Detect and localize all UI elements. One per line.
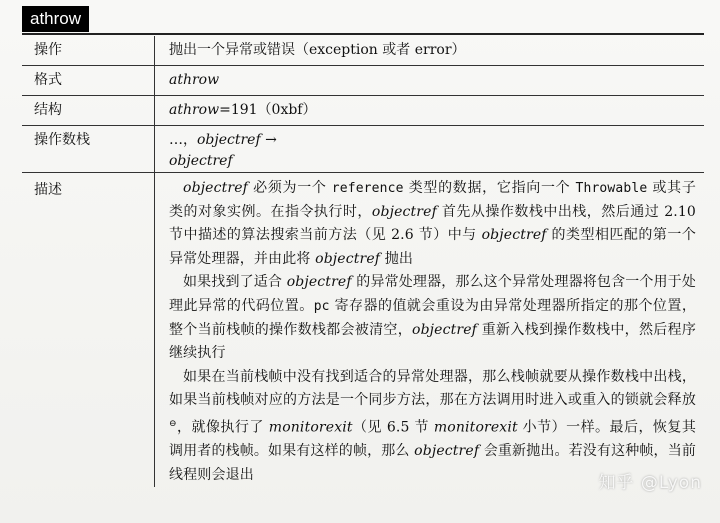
p1-segment: objectref	[315, 250, 381, 267]
p3-segment: 小节）一样。最后，恢复其调用者的栈帧。如果有这样的帧，那么	[169, 419, 697, 460]
value-structure	[155, 96, 705, 126]
watermark-text: 知乎 @Lyon	[598, 473, 702, 493]
stack-after: objectref	[169, 153, 233, 169]
label-operation: 操作	[22, 36, 155, 66]
p2-segment: 重新入栈到操作数栈中，然后程序继续执行	[169, 321, 696, 362]
table-row-operation	[22, 36, 704, 66]
p2-segment: 的异常处理器，那么这个异常处理器将包含一个用于处理此异常的代码位置。	[169, 274, 696, 314]
p3-segment: ⊖	[169, 418, 177, 429]
p1-segment: objectref	[183, 180, 248, 196]
p3-segment: monitorexit	[268, 419, 353, 436]
p2-segment: objectref	[286, 274, 352, 291]
structure-name: athrow	[169, 102, 220, 118]
table-row-operand-stack	[22, 126, 704, 173]
p1-segment: 或其子类的对象实例。在指令执行时，	[169, 180, 696, 220]
p1-segment: 抛出	[380, 250, 414, 267]
value-format: athrow	[155, 66, 705, 96]
stack-objectref: objectref	[197, 132, 261, 148]
p3-segment: （见 6.5 节	[352, 419, 434, 436]
table-row-format	[22, 66, 704, 96]
label-operand-stack: 操作数栈	[22, 126, 155, 173]
value-description	[155, 173, 705, 488]
instruction-spec-table	[22, 36, 704, 487]
label-structure: 结构	[22, 96, 155, 126]
structure-opcode: =191（0xbf）	[219, 102, 317, 118]
p1-segment: objectref	[371, 203, 437, 220]
p1-segment: 首先从操作数栈中出栈，然后通过 2.10 节中描述的算法搜索当前方法（见 2.6 节）中与	[169, 203, 696, 244]
p3-segment: monitorexit	[433, 419, 518, 436]
stack-arrow: →	[260, 132, 277, 148]
stack-ellipsis: …，	[169, 132, 197, 148]
p1-segment: reference	[331, 181, 404, 196]
label-format: 格式	[22, 66, 155, 96]
p3-segment: ，就像执行了	[176, 419, 269, 436]
p3-segment: 如果在当前栈帧中没有找到适合的异常处理器，那么栈帧就要从操作数栈中出栈，如果当前栈帧对应的方法是一个同步方法，那在方法调用时进入或重入的锁就会释放	[169, 368, 696, 409]
p1-segment: 必须为一个	[248, 180, 332, 196]
p1-segment: 的类型相匹配的第一个异常处理器，并由此将	[169, 227, 696, 267]
p2-segment: 如果找到了适合	[183, 274, 287, 291]
value-operand-stack	[155, 126, 705, 173]
label-description: 描述	[22, 173, 155, 488]
value-operation: 抛出一个异常或错误（exception 或者 error）	[169, 42, 466, 58]
table-row-structure	[22, 96, 704, 126]
description-paragraph-2	[169, 271, 696, 365]
p2-segment: objectref	[411, 321, 477, 338]
p2-segment: pc	[313, 298, 330, 314]
p3-segment: 会重新抛出。若没有这种帧，当前线程则会退出	[169, 443, 697, 483]
stack-before	[169, 126, 696, 151]
description-paragraph-1	[169, 177, 696, 271]
p1-segment: objectref	[481, 227, 547, 244]
p2-segment: 寄存器的值就会重设为由异常处理器所指定的那个位置，整个当前栈帧的操作数栈都会被清空，	[169, 297, 697, 338]
p1-segment: Throwable	[575, 181, 648, 196]
table-row-description	[22, 173, 704, 488]
p1-segment: 类型的数据，它指向一个	[403, 180, 576, 196]
p3-segment: objectref	[414, 443, 480, 460]
top-rule	[22, 33, 704, 35]
instruction-title: athrow	[22, 6, 89, 32]
